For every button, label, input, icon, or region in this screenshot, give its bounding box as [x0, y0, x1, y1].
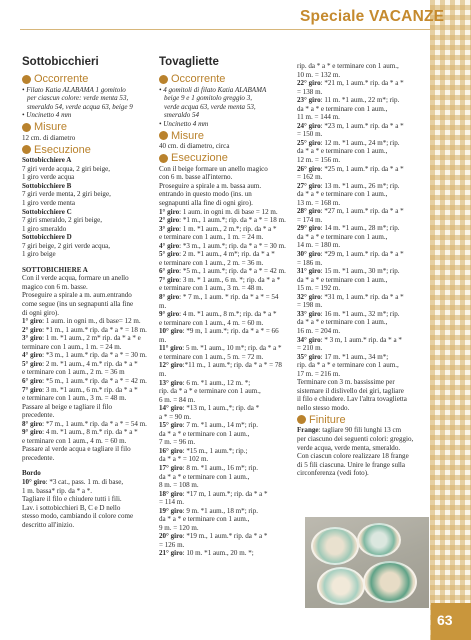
text-line: 14 m. = 180 m. — [297, 241, 341, 250]
round-line: 9° giro: 4 m. *1 aum., 8 m.* rip. da * a * — [22, 428, 138, 437]
text-line: Terminare con 3 m. bassissime per — [297, 378, 395, 387]
round-line: 26° giro: *25 m, 1 aum.* rip. da * a * — [297, 164, 404, 173]
text-line: Con il beige formare un anello magico — [159, 164, 268, 173]
text-line: 7 giri smeraldo, 2 giri beige, — [22, 216, 103, 225]
text-line: di 5 fili ciascuna. Unire le frange sulla — [297, 460, 406, 469]
round-line: 30° giro: *29 m, 1 aum.* rip. da * a * — [297, 250, 404, 259]
text-line: • Filato Katia ALABAMA 1 gomitolo — [22, 85, 126, 94]
text-line: 10 m. = 132 m. — [297, 70, 341, 79]
round-line: 28° giro: *27 m, 1 aum.* rip. da * a * — [297, 207, 404, 216]
round-line: 25° giro: 12 m. *1 aum., 24 m*; rip. — [297, 138, 400, 147]
text-line: da * a * = 102 m. — [159, 455, 209, 464]
text-line: 15 m. = 192 m. — [297, 284, 341, 293]
round-line: 34° giro: * 3 m, 1 aum.* rip. da * a * — [297, 335, 402, 344]
round-line: 3° giro: 1 m. *1 aum., 2 m* rip. da * a * e — [22, 334, 141, 343]
round-line: 19° giro: 9 m. *1 aum., 18 m*; rip. — [159, 506, 258, 515]
section-esecuzione: Esecuzione — [22, 145, 149, 154]
round-line: 21° giro: 10 m. *1 aum., 20 m. *; — [159, 549, 254, 558]
subheading: Sottobicchiere C — [22, 207, 72, 216]
text-line: e terminare con 1 aum., 3 m. = 48 m. — [159, 284, 264, 293]
frange-line: Frange: tagliare 90 fili lunghi 13 cm — [297, 426, 402, 435]
text-line: 16 m. = 204 m. — [297, 326, 341, 335]
text-line: terminare con 1 aum., 1 m. = 24 m. — [22, 342, 122, 351]
text-line: da * a * e terminare con 1 aum., — [297, 318, 388, 327]
round-line: 7° giro: 3 m. *1 aum., 6 m.* rip. da * a * — [22, 385, 138, 394]
column-continuation — [297, 62, 429, 478]
round-line: 3° giro: 1 m. *1 aum., 2 m.*; rip. da * a * — [159, 224, 277, 233]
text-line: rip. da * a * e terminare con 1 aum., — [297, 62, 399, 70]
text-line: = 114 m. — [159, 498, 185, 507]
round-line: 5° giro: 2 m. *1 aum., 4 m*; rip. da * a * — [159, 250, 275, 259]
text-line: = 210 m. — [297, 344, 323, 353]
coaster-image — [363, 561, 417, 603]
text-line: smeraldo 54, verde acqua 63, beige 9 — [27, 102, 133, 111]
text-line: descritto all'inizio. — [22, 520, 75, 529]
section-esecuzione: Esecuzione — [159, 154, 287, 163]
round-line: 18° giro: *17 m, 1 aum.*; rip. da * a * — [159, 489, 268, 498]
text-line: Passare al verde acqua e tagliare il filo — [22, 445, 131, 454]
section-misure: Misure — [159, 131, 287, 140]
product-photo — [305, 517, 429, 608]
text-line: e terminare con 1 aum., 5 m. = 72 m. — [159, 352, 264, 361]
text-line: rip. da * a * e terminare con 1 aum., — [297, 361, 399, 370]
text-line: = 138 m. — [297, 87, 323, 96]
text-line: 9 m. = 120 m. — [159, 523, 199, 532]
text-line: = 150 m. — [297, 130, 323, 139]
section-finiture: Finiture — [297, 415, 429, 424]
text-line: 1 m. bassa* rip. da * a *. — [22, 486, 93, 495]
text-line: da * a * e terminare con 1 aum., — [297, 147, 388, 156]
text-line: come segue (ins un segnapunti alla fine — [22, 300, 134, 309]
text-line: e terminare con 1 aum., 1 m. = 24 m. — [159, 233, 264, 242]
text-line: da * a * e terminare con 1 aum., — [297, 232, 388, 241]
round-line: 4° giro: *3 m., 1 aum.*; rip. da * a * = 30 m. — [159, 241, 286, 250]
column-tovaglietta — [159, 58, 287, 558]
subheading: Sottobicchiere A — [22, 156, 72, 165]
bullet-dot-icon — [159, 131, 168, 140]
text-line: Con ciascun colore realizzare 18 frange — [297, 452, 409, 461]
text-line: magico con 6 m. basse. — [22, 282, 88, 291]
text-line: di ogni giro). — [22, 308, 59, 317]
bullet-dot-icon — [22, 145, 31, 154]
subheading: SOTTOBICHIERE A — [22, 265, 88, 274]
round-line: 2° giro: *1 m., 1 aum.*; rip. da * a * = 18 m. — [159, 216, 286, 225]
article-title-tovaglietta: Tovagliette — [159, 56, 219, 68]
text-line: 1 giro verde menta — [22, 199, 76, 208]
round-line: 2° giro: *1 m., 1 aum.* rip. da * a * = 18 m. — [22, 325, 147, 334]
text-line: e terminare con 1 aum., 2 m. = 36 m. — [159, 258, 264, 267]
text-line: Tagliare il filo e chiudere tutti i fili. — [22, 495, 122, 504]
bullet-dot-icon — [22, 123, 31, 132]
text-line: 7 m. = 96 m. — [159, 438, 196, 447]
text-line: e terminare con 1 aum., 4 m. = 60 m. — [159, 318, 264, 327]
round-line: 8° giro: * 7 m., 1 aum. * rip. da * a * = 54 m. — [159, 293, 279, 310]
text-line: 1 giro beige — [22, 250, 56, 259]
text-line: = 198 m. — [297, 301, 323, 310]
bullet-dot-icon — [159, 75, 168, 84]
round-line: 11° giro: 5 m. *1 aum., 10 m*; rip. da * a * — [159, 344, 282, 353]
text-line: 7 giri verde acqua, 2 giri beige, — [22, 164, 111, 173]
round-line: 22° giro: *21 m, 1 aum.* rip. da * a * — [297, 79, 404, 88]
round-line: 4° giro: *3 m., 1 aum.* rip. da * a * = 30 m. — [22, 351, 147, 360]
round-line: 13° giro: 6 m. *1 aum., 12 m. *; — [159, 378, 251, 387]
round-line: 31° giro: 15 m. *1 aum., 30 m*; rip. — [297, 267, 400, 276]
round-line: 10° giro: *9 m, 1 aum.*; rip. da * a * = 66 m. — [159, 327, 279, 344]
text-line: smeraldo 54 — [164, 111, 200, 120]
text-line: segnapunti alla fine di ogni giro). — [159, 199, 253, 208]
round-line: 23° giro: 11 m. *1 aum., 22 m*; rip. — [297, 96, 400, 105]
text-line: con 6 m. basse all'interno. — [159, 173, 233, 182]
round-line: 5° giro: 2 m. *1 aum., 4 m.* rip. da * a * — [22, 359, 138, 368]
text-line: da * a * e terminare con 1 aum., — [159, 429, 250, 438]
round-line: 1° giro: 1 aum. in ogni m., di base= 12 m. — [22, 317, 141, 326]
text-line: da * a * e terminare con 1 aum., — [297, 104, 388, 113]
text-line: verde acqua 63, verde menta 53, — [164, 102, 256, 111]
text-line: 8 m. = 108 m. — [159, 481, 199, 490]
text-line: beige 9 e 1 gomitolo greggio 3, — [164, 94, 253, 103]
text-line: e terminare con 1 aum., 2 m. = 36 m — [22, 368, 125, 377]
round-line: 16° giro: *15 m., 1 aum.*; rip.; — [159, 446, 248, 455]
gingham-border — [430, 0, 471, 640]
round-line: 33° giro: 16 m. *1 aum., 32 m*; rip. — [297, 309, 400, 318]
text-line: 12 cm. di diametro — [22, 133, 76, 142]
round-line: 14° giro: *13 m, 1 aum.,*; rip. da * — [159, 404, 260, 413]
round-line: 6° giro: *5 m., 1 aum.*; rip. da * a * = 42 m. — [159, 267, 286, 276]
text-line: • 4 gomitoli di filato Katia ALABAMA — [159, 85, 267, 94]
text-line: Passare al beige e tagliare il filo — [22, 402, 113, 411]
round-line: 15° giro: 7 m. *1 aum., 14 m*; rip. — [159, 421, 258, 430]
round-line: 17° giro: 8 m. *1 aum., 16 m*; rip. — [159, 463, 258, 472]
round-line: 10° giro: *3 cat., pass. 1 m. di base, — [22, 477, 124, 486]
round-line: 12° giro:*11 m., 1 aum.*; rip. da * a * = 78 m. — [159, 361, 282, 378]
round-line: 24° giro: *23 m, 1 aum.* rip. da * a * — [297, 121, 404, 130]
text-line: = 162 m. — [297, 173, 323, 182]
text-line: precedente. — [22, 411, 55, 420]
text-line: nello stesso modo. — [297, 403, 350, 412]
text-line: 12 m. = 156 m. — [297, 156, 341, 165]
text-line: rip. da * a * e terminare con 1 aum., — [159, 387, 261, 396]
text-line: entrando in questo modo (ins. un — [159, 190, 252, 199]
text-line: Proseguire a spirale a m. aum.entrando — [22, 291, 132, 300]
subheading: Sottobicchiere D — [22, 233, 72, 242]
text-line: 13 m. = 168 m. — [297, 198, 341, 207]
text-line: da * a * e terminare con 1 aum., — [297, 190, 388, 199]
round-line: 35° giro: 17 m. *1 aum., 34 m*; — [297, 352, 389, 361]
text-line: e terminare con 1 aum., 3 m. = 48 m. — [22, 394, 127, 403]
text-line: a * = 90 m. — [159, 412, 191, 421]
coaster-image — [357, 523, 401, 557]
column-sottobicchieri — [22, 58, 149, 529]
text-line: Con il verde acqua, formare un anello — [22, 274, 129, 283]
text-line: sistemare il dislivello dei giri, tagliare — [297, 386, 404, 395]
subheading: Sottobicchiere B — [22, 181, 72, 190]
coaster-image — [317, 567, 365, 605]
text-line: • Uncinetto 4 mm — [159, 119, 209, 128]
text-line: 7 giri verde menta, 2 giri beige, — [22, 190, 111, 199]
coaster-image — [311, 527, 359, 565]
section-occorrente: Occorrente — [159, 75, 287, 84]
bullet-dot-icon — [22, 75, 31, 84]
text-line: da * a * e terminare con 1 aum., — [297, 275, 388, 284]
text-line: 11 m. = 144 m. — [297, 113, 340, 122]
round-line: 27° giro: 13 m. *1 aum., 26 m*; rip. — [297, 181, 400, 190]
text-line: 17 m. = 216 m. — [297, 369, 341, 378]
text-line: 1 giro verde acqua — [22, 173, 75, 182]
text-line: per ciascun colore: verde menta 53, — [27, 94, 129, 103]
text-line: stesso modo, cambiando il colore come — [22, 512, 134, 521]
round-line: 6° giro: *5 m., 1 aum.* rip. da * a * = 42 m. — [22, 376, 147, 385]
text-line: 1 giro smeraldo — [22, 224, 67, 233]
text-line: circonferenza (vedi foto). — [297, 469, 369, 478]
subheading: Bordo — [22, 469, 41, 478]
text-line: = 174 m. — [297, 215, 323, 224]
section-header-title: Speciale VACANZE — [300, 8, 445, 25]
text-line: il filo e chiudere. Lav l'altra tovaglietta — [297, 395, 407, 404]
round-line: 8° giro: *7 m., 1 aum.* rip. da * a * = 54 m. — [22, 419, 147, 428]
section-misure: Misure — [22, 123, 149, 132]
bullet-dot-icon — [159, 154, 168, 163]
text-line: 7 giri beige, 2 giri verde acqua, — [22, 241, 111, 250]
text-line: • Uncinetto 4 mm — [22, 111, 72, 120]
text-line: verde acqua, verde menta, smeraldo. — [297, 443, 401, 452]
text-line: 40 cm. di diametro, circa — [159, 142, 230, 151]
bullet-dot-icon — [297, 415, 306, 424]
text-line: precedente. — [22, 453, 55, 462]
round-line: 1° giro: 1 aum. in ogni m. di base = 12 m. — [159, 207, 278, 216]
text-line: Lav. i sottobicchieri B, C e D nello — [22, 503, 121, 512]
text-line: Proseguire a spirale a m. bassa aum. — [159, 181, 262, 190]
section-occorrente: Occorrente — [22, 75, 149, 84]
round-line: 7° giro: 3 m. * 1 aum., 6 m. *; rip. da * a * — [159, 275, 281, 284]
text-line: per ciascuno dei seguenti colori: greggio, — [297, 434, 414, 443]
round-line: 20° giro: *19 m., 1 aum.* rip. da * a * — [159, 532, 268, 541]
round-line: 32° giro: *31 m, 1 aum.* rip. da * a * — [297, 292, 404, 301]
round-line: 9° giro: 4 m. *1 aum., 8 m.*; rip. da * a * — [159, 310, 277, 319]
round-line: 29° giro: 14 m. *1 aum., 28 m*; rip. — [297, 224, 400, 233]
page-number: 63 — [437, 612, 453, 628]
text-line: e terminare con 1 aum., 4 m. = 60 m. — [22, 436, 127, 445]
header-rule — [20, 29, 430, 30]
text-line: 6 m. = 84 m. — [159, 395, 196, 404]
text-line: = 186 m. — [297, 258, 323, 267]
text-line: = 126 m. — [159, 540, 185, 549]
text-line: da * a * e terminare con 1 aum., — [159, 515, 250, 524]
text-line: da * a * e terminare con 1 aum., — [159, 472, 250, 481]
article-title-sottobicchieri: Sottobicchieri — [22, 56, 99, 68]
